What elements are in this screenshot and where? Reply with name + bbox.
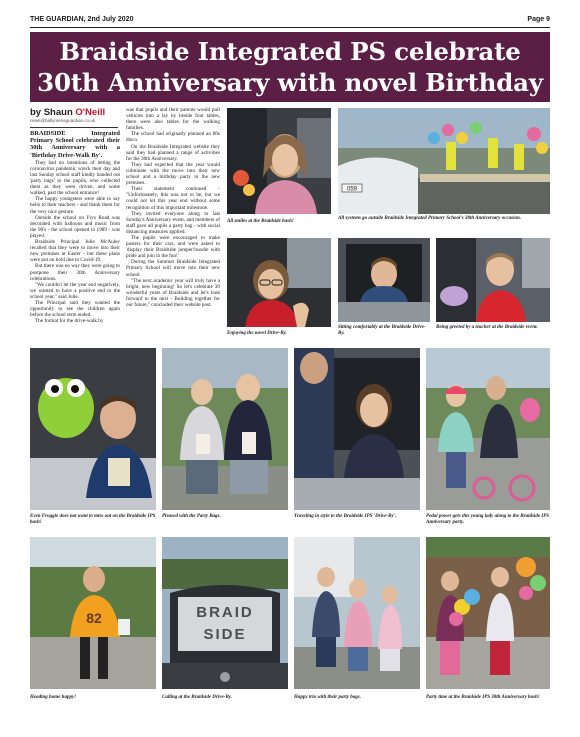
publication-date: THE GUARDIAN, 2nd July 2020 bbox=[30, 16, 134, 23]
photo-girl-smiling bbox=[227, 108, 331, 214]
article-paragraph: The school had originally planned an 80s disco. bbox=[126, 131, 220, 144]
photo-boy-sitting bbox=[338, 238, 430, 322]
caption: Calling at the Braidside Drive-By. bbox=[162, 695, 232, 700]
article-paragraph: They had no intentions of letting the coronavirus pandemic wreck their day and last Sunday school staff kindly handed out 'party bags' to the pupils, who collected them as they were driven, and some walked, past the school entrance! bbox=[30, 159, 120, 197]
jersey-number: 82 bbox=[86, 610, 102, 626]
caption: Sitting comfortably at the Braidside Drive-By. bbox=[338, 325, 426, 336]
caption: Enjoying the novel Drive-By. bbox=[227, 331, 287, 336]
caption: Heading home happy! bbox=[30, 695, 77, 700]
article-paragraph: The pupils were encouraged to make posters for their cars, and were asked to 'display their Braidside jumper/hoodie with pride and join in the fun!' bbox=[126, 234, 220, 260]
photo-froggie bbox=[30, 348, 156, 510]
article-paragraph: Their statement continued - "Unfortunately, this was not to be, but we could not let this year end without some recognition of this important milestone. bbox=[126, 186, 220, 211]
photo-boy-greeted bbox=[436, 238, 550, 322]
photo-girl-in-car bbox=[294, 348, 420, 510]
caption: Traveling in style to the Braidside IPS 'Drive-By'. bbox=[294, 514, 397, 519]
caption: Pedal power gets this young lady along to the Braidside IPS Anniversary party. bbox=[426, 514, 550, 525]
photo-happy-trio bbox=[294, 537, 420, 689]
photo-car-window-sign bbox=[162, 537, 288, 689]
photo-girl-drive-by bbox=[227, 238, 331, 327]
caption: Even Froggie does not want to miss out on the Braidside IPS bash! bbox=[30, 514, 156, 525]
caption: All systems go outside Braidside Integrated Primary School's 30th Anniversary occasion. bbox=[338, 216, 522, 221]
caption: Party time at the Braidside IPS 30th Anniversary bash! bbox=[426, 695, 540, 700]
byline-rule bbox=[30, 127, 118, 128]
caption: Being greeted by a teacher at the Braidside event. bbox=[436, 325, 538, 330]
article-paragraph: They had expected that the year would culminate with the move into their new school and a birthday party in the new premises. bbox=[126, 161, 220, 187]
article-paragraph: The format for the drive-walk by bbox=[35, 318, 104, 325]
caption: Happy trio with their party bags. bbox=[294, 695, 361, 700]
article-paragraph: The Principal said they wanted the opportunity to see the children again before the school term ended. bbox=[30, 299, 120, 319]
page-number: Page 9 bbox=[527, 16, 550, 23]
page-header bbox=[30, 14, 550, 28]
article-paragraph: "The next academic year will truly have a bright, new beginning! So let's celebrate 30 wonderful years of Braidside and let's look forward to the next - Building together for our future," concluded their website post. bbox=[126, 277, 220, 308]
byline bbox=[30, 107, 118, 127]
headline-banner bbox=[30, 32, 550, 102]
article-column-2 bbox=[126, 107, 220, 342]
article-paragraph: During the Summer Braidside Integrated Primary School will move into their new school. bbox=[126, 259, 220, 278]
article-paragraph: was that pupils and their parents would pull vehicles into a lay by beside four tables, there were also tables for the walking families. bbox=[126, 107, 220, 132]
byline-email: news@ballymenaguardian.co.uk bbox=[30, 118, 96, 123]
article-paragraph: Outside the school on Frys Road was decorated with balloons and music from the 90's - the school opened in 1989 - was played. bbox=[30, 214, 120, 239]
article-paragraph: On the Braidside Integrated website they said they had planned a range of activities for the 30th Anniversary. bbox=[126, 143, 220, 162]
photo-boys-party-bags bbox=[162, 348, 288, 510]
window-sign-line-2: SIDE bbox=[203, 626, 247, 643]
caption: All smiles at the Braidside bash! bbox=[227, 219, 294, 224]
headline: Braidside Integrated PS celebrate 30th Anniversary with novel Birthday bbox=[37, 37, 543, 97]
caption: Pleased with the Party Bags. bbox=[162, 514, 221, 519]
header-rule bbox=[30, 27, 550, 28]
article-paragraph: But there was no way they were going to postpone their 30th Anniversary celebrations. bbox=[30, 263, 120, 282]
article-lead: BRAIDSIDE Integrated Primary School celebrated their 30th Anniversary with a 'Birthday Drive-Walk By'. bbox=[30, 130, 120, 159]
article-paragraph: "We couldn't let the year end negatively, we wanted to have a positive end to the school year," said Julie. bbox=[30, 281, 120, 300]
photo-girl-bike bbox=[426, 348, 550, 510]
article-paragraph: They invited everyone along to last Sunday's Anniversary event, and members of staff gave all pupils a party bag - with social distancing measures applied. bbox=[126, 210, 220, 235]
byline-author: by Shaun O'Neill bbox=[30, 107, 106, 118]
article-paragraph: Braidside Principal Julie McAuley recalled that they were to move into their new premises at Easter - but these plans were put on hold due to Covid-19. bbox=[30, 239, 120, 264]
window-sign-line-1: BRAID bbox=[196, 604, 254, 621]
article-paragraph: The happy youngsters were able to say hello to their teachers - and thank them for the very nice gesture. bbox=[30, 196, 120, 215]
photo-school-entrance bbox=[338, 108, 550, 214]
photo-party-time bbox=[426, 537, 550, 689]
photo-boy-heading-home bbox=[30, 537, 156, 689]
car-number-plate: 059 bbox=[346, 186, 358, 193]
